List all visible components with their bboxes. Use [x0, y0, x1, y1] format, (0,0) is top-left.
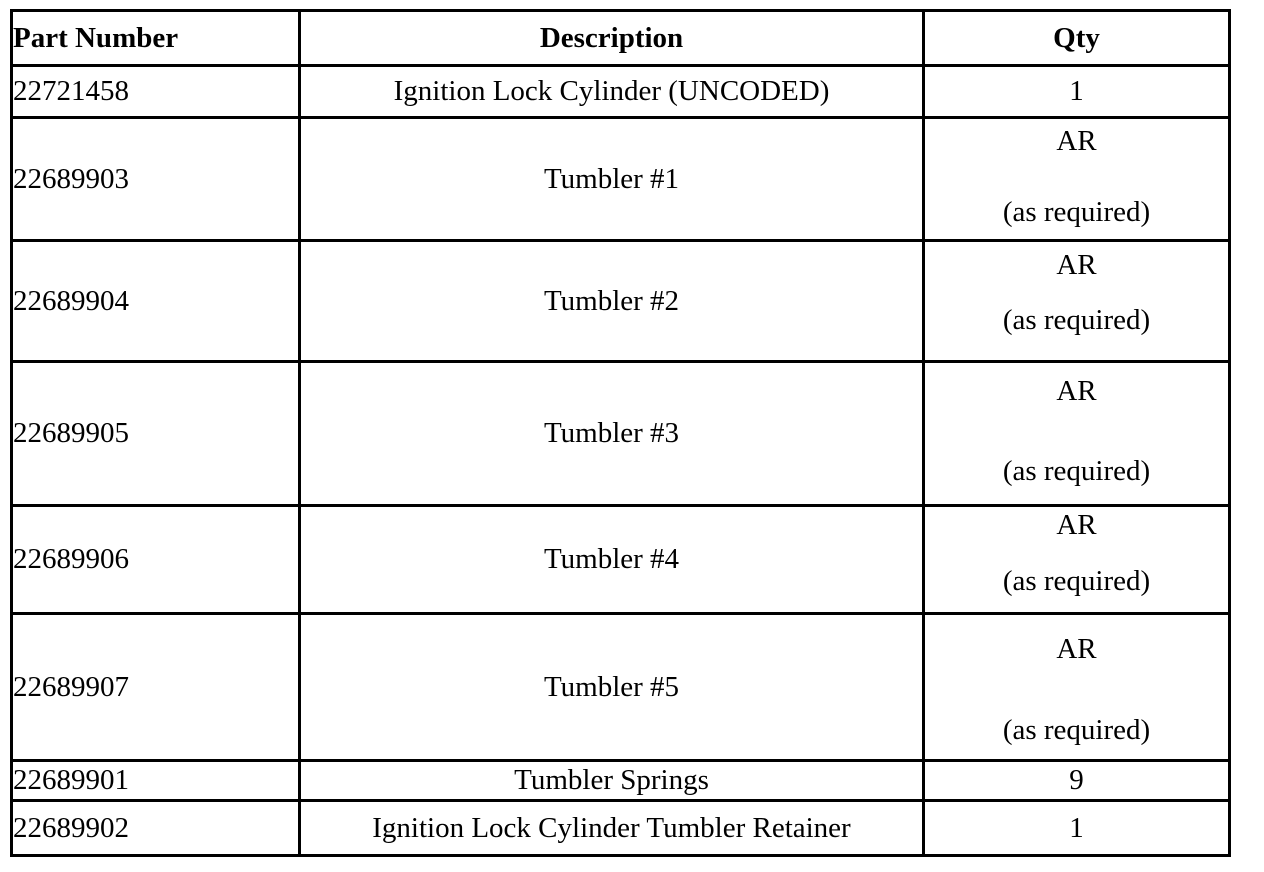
qty-value: AR — [1056, 248, 1097, 281]
qty-note: (as required) — [1002, 455, 1151, 488]
part-number-cell: 22721458 — [12, 66, 300, 118]
qty-note: (as required) — [1002, 304, 1151, 337]
table-header-row — [12, 11, 1230, 66]
description-cell: Ignition Lock Cylinder (UNCODED) — [300, 66, 924, 118]
table-row — [12, 241, 1230, 362]
header-description: Description — [300, 11, 924, 66]
qty-value: AR — [1056, 374, 1097, 407]
qty-cell — [924, 506, 1230, 614]
table-row — [12, 614, 1230, 761]
qty-note: (as required) — [1002, 196, 1151, 229]
part-number-cell: 22689905 — [12, 362, 300, 506]
table-row — [12, 506, 1230, 614]
part-number-cell: 22689907 — [12, 614, 300, 761]
qty-value: AR — [1056, 632, 1097, 665]
description-cell: Tumbler #5 — [300, 614, 924, 761]
table-row — [12, 362, 1230, 506]
description-cell: Tumbler #3 — [300, 362, 924, 506]
qty-cell — [924, 614, 1230, 761]
qty-cell: 1 — [924, 66, 1230, 118]
qty-value: AR — [1056, 508, 1097, 541]
table-row — [12, 118, 1230, 241]
qty-value: AR — [1056, 124, 1097, 157]
description-cell: Ignition Lock Cylinder Tumbler Retainer — [300, 801, 924, 856]
qty-cell — [924, 241, 1230, 362]
part-number-cell: 22689901 — [12, 761, 300, 801]
header-part-number: Part Number — [12, 11, 300, 66]
table-row — [12, 66, 1230, 118]
description-cell: Tumbler #2 — [300, 241, 924, 362]
description-cell: Tumbler Springs — [300, 761, 924, 801]
part-number-cell: 22689902 — [12, 801, 300, 856]
qty-note: (as required) — [1002, 565, 1151, 598]
description-cell: Tumbler #1 — [300, 118, 924, 241]
parts-table — [10, 9, 1231, 857]
header-qty: Qty — [924, 11, 1230, 66]
part-number-cell: 22689903 — [12, 118, 300, 241]
table-row — [12, 801, 1230, 856]
qty-cell — [924, 118, 1230, 241]
description-cell: Tumbler #4 — [300, 506, 924, 614]
qty-cell: 1 — [924, 801, 1230, 856]
table-row — [12, 761, 1230, 801]
qty-cell: 9 — [924, 761, 1230, 801]
part-number-cell: 22689904 — [12, 241, 300, 362]
qty-note: (as required) — [1002, 714, 1151, 747]
qty-cell — [924, 362, 1230, 506]
part-number-cell: 22689906 — [12, 506, 300, 614]
